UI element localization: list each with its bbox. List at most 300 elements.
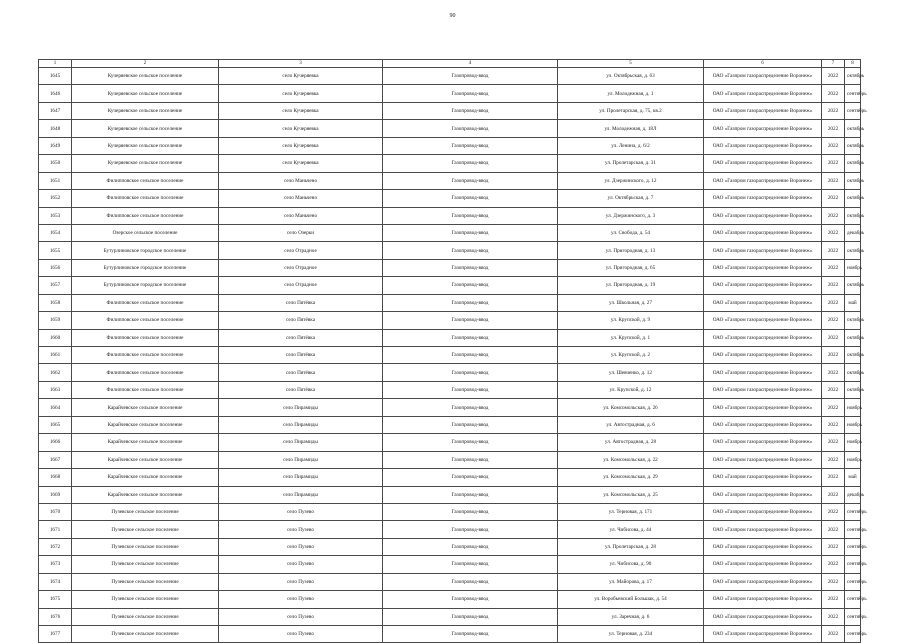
table-row [39,102,861,119]
cell-row-number: 1666 [39,434,72,451]
table-row [39,538,861,555]
cell-year: 2022 [822,347,845,364]
cell-locality: село Кучеряевка [219,85,383,102]
cell-month: октябрь [845,137,861,154]
cell-organization: ОАО «Газпром газораспределение Воронеж» [704,312,822,329]
cell-year: 2022 [822,259,845,276]
cell-settlement: Озерское сельское поселение [72,224,219,241]
cell-object-type: Газопровод-ввод [383,591,558,608]
cell-month: сентябрь [845,85,861,102]
cell-organization: ОАО «Газпром газораспределение Воронеж» [704,503,822,520]
header-cell: 1 [39,60,72,68]
cell-object-type: Газопровод-ввод [383,137,558,154]
cell-object-type: Газопровод-ввод [383,451,558,468]
header-cell: 7 [822,60,845,68]
cell-month: сентябрь [845,521,861,538]
cell-organization: ОАО «Газпром газораспределение Воронеж» [704,573,822,590]
cell-address: ул. Пригородная, д. 13 [558,242,704,259]
cell-object-type: Газопровод-ввод [383,224,558,241]
cell-object-type: Газопровод-ввод [383,120,558,137]
cell-locality: село Пирамиды [219,486,383,503]
cell-locality: село Маньчено [219,172,383,189]
cell-organization: ОАО «Газпром газораспределение Воронеж» [704,556,822,573]
cell-organization: ОАО «Газпром газораспределение Воронеж» [704,626,822,643]
cell-address: ул. Ленина, д. 6/2 [558,137,704,154]
cell-locality: село Пятёвка [219,347,383,364]
cell-organization: ОАО «Газпром газораспределение Воронеж» [704,486,822,503]
cell-organization: ОАО «Газпром газораспределение Воронеж» [704,68,822,85]
cell-year: 2022 [822,503,845,520]
cell-row-number: 1645 [39,68,72,85]
table-row [39,137,861,154]
cell-address: ул. Автострадная, д. 28 [558,434,704,451]
cell-object-type: Газопровод-ввод [383,556,558,573]
cell-year: 2022 [822,207,845,224]
table-row [39,573,861,590]
cell-organization: ОАО «Газпром газораспределение Воронеж» [704,347,822,364]
header-cell: 3 [219,60,383,68]
cell-year: 2022 [822,172,845,189]
cell-settlement: Пузевское сельское поселение [72,573,219,590]
table-row [39,416,861,433]
cell-locality: село Пятёвка [219,364,383,381]
table-row [39,294,861,311]
cell-row-number: 1664 [39,399,72,416]
cell-row-number: 1662 [39,364,72,381]
cell-address: ул. Молодежная, д. 1 [558,85,704,102]
cell-settlement: Кучеряевское сельское поселение [72,120,219,137]
cell-year: 2022 [822,416,845,433]
cell-year: 2022 [822,190,845,207]
cell-year: 2022 [822,155,845,172]
data-table [38,59,867,643]
cell-month: октябрь [845,312,861,329]
cell-locality: село Пузево [219,573,383,590]
cell-locality: село Пузево [219,626,383,643]
cell-organization: ОАО «Газпром газораспределение Воронеж» [704,469,822,486]
cell-object-type: Газопровод-ввод [383,294,558,311]
cell-year: 2022 [822,329,845,346]
cell-row-number: 1663 [39,381,72,398]
cell-object-type: Газопровод-ввод [383,85,558,102]
cell-month: октябрь [845,381,861,398]
cell-year: 2022 [822,277,845,294]
cell-organization: ОАО «Газпром газораспределение Воронеж» [704,538,822,555]
cell-organization: ОАО «Газпром газораспределение Воронеж» [704,364,822,381]
table-row [39,399,861,416]
cell-address: ул. Чибисова, д. 90 [558,556,704,573]
cell-settlement: Филипповское сельское поселение [72,190,219,207]
cell-object-type: Газопровод-ввод [383,102,558,119]
cell-year: 2022 [822,294,845,311]
cell-settlement: Бутурлиновское городское поселение [72,259,219,276]
cell-month: сентябрь [845,556,861,573]
header-row [39,60,861,68]
cell-object-type: Газопровод-ввод [383,312,558,329]
cell-month: октябрь [845,329,861,346]
cell-year: 2022 [822,469,845,486]
cell-locality: село Пузево [219,503,383,520]
cell-address: ул. Дзержинского, д. 12 [558,172,704,189]
table-row [39,172,861,189]
cell-year: 2022 [822,242,845,259]
header-cell: 5 [558,60,704,68]
cell-row-number: 1650 [39,155,72,172]
cell-settlement: Филипповское сельское поселение [72,207,219,224]
table-row [39,486,861,503]
header-cell: 2 [72,60,219,68]
table-row [39,242,861,259]
table-row [39,329,861,346]
cell-settlement: Карайчевское сельское поселение [72,434,219,451]
cell-year: 2022 [822,399,845,416]
cell-row-number: 1667 [39,451,72,468]
cell-locality: село Отрадное [219,242,383,259]
cell-organization: ОАО «Газпром газораспределение Воронеж» [704,224,822,241]
cell-object-type: Газопровод-ввод [383,172,558,189]
cell-row-number: 1649 [39,137,72,154]
cell-address: ул. Крупской, д. 9 [558,312,704,329]
cell-month: сентябрь [845,626,861,643]
cell-object-type: Газопровод-ввод [383,399,558,416]
cell-object-type: Газопровод-ввод [383,242,558,259]
cell-locality: село Кучеряевка [219,137,383,154]
cell-year: 2022 [822,68,845,85]
cell-organization: ОАО «Газпром газораспределение Воронеж» [704,120,822,137]
cell-year: 2022 [822,224,845,241]
cell-locality: село Пирамиды [219,469,383,486]
cell-locality: село Пузево [219,608,383,625]
cell-address: ул. Воробьевский Большак, д. 54 [558,591,704,608]
cell-month: октябрь [845,190,861,207]
cell-object-type: Газопровод-ввод [383,329,558,346]
cell-settlement: Пузевское сельское поселение [72,591,219,608]
table-row [39,347,861,364]
cell-organization: ОАО «Газпром газораспределение Воронеж» [704,155,822,172]
page-number: 90 [449,13,456,19]
cell-address: ул. Пролетарская, д. 28 [558,538,704,555]
cell-locality: село Кучеряевка [219,120,383,137]
table-row [39,469,861,486]
cell-address: ул. Дзержинского, д. 3 [558,207,704,224]
cell-row-number: 1665 [39,416,72,433]
cell-year: 2022 [822,486,845,503]
cell-object-type: Газопровод-ввод [383,486,558,503]
cell-object-type: Газопровод-ввод [383,68,558,85]
cell-address: ул. Терновая, д. 234 [558,626,704,643]
cell-locality: село Маньчено [219,207,383,224]
cell-settlement: Бутурлиновское городское поселение [72,242,219,259]
cell-locality: село Кучеряевка [219,68,383,85]
cell-settlement: Филипповское сельское поселение [72,364,219,381]
cell-organization: ОАО «Газпром газораспределение Воронеж» [704,451,822,468]
cell-settlement: Карайчевское сельское поселение [72,451,219,468]
cell-locality: село Пирамиды [219,451,383,468]
cell-year: 2022 [822,538,845,555]
header-cell: 8 [845,60,861,68]
cell-object-type: Газопровод-ввод [383,364,558,381]
cell-settlement: Кучеряевское сельское поселение [72,68,219,85]
cell-object-type: Газопровод-ввод [383,503,558,520]
cell-settlement: Кучеряевское сельское поселение [72,85,219,102]
cell-row-number: 1671 [39,521,72,538]
cell-year: 2022 [822,591,845,608]
cell-organization: ОАО «Газпром газораспределение Воронеж» [704,137,822,154]
cell-month: сентябрь [845,102,861,119]
cell-organization: ОАО «Газпром газораспределение Воронеж» [704,102,822,119]
cell-row-number: 1647 [39,102,72,119]
table-row [39,120,861,137]
cell-month: декабрь [845,486,861,503]
cell-object-type: Газопровод-ввод [383,573,558,590]
cell-organization: ОАО «Газпром газораспределение Воронеж» [704,608,822,625]
table-row [39,608,861,625]
cell-object-type: Газопровод-ввод [383,207,558,224]
cell-row-number: 1675 [39,591,72,608]
cell-month: ноябрь [845,451,861,468]
cell-address: ул. Октябрьская, д. 7 [558,190,704,207]
cell-locality: село Пятёвка [219,312,383,329]
cell-address: ул. Октябрьская, д. 63 [558,68,704,85]
cell-settlement: Кучеряевское сельское поселение [72,137,219,154]
cell-object-type: Газопровод-ввод [383,608,558,625]
cell-locality: село Озерки [219,224,383,241]
cell-settlement: Филипповское сельское поселение [72,381,219,398]
cell-organization: ОАО «Газпром газораспределение Воронеж» [704,172,822,189]
cell-organization: ОАО «Газпром газораспределение Воронеж» [704,399,822,416]
table-row [39,503,861,520]
cell-locality: село Пузево [219,591,383,608]
cell-row-number: 1646 [39,85,72,102]
cell-row-number: 1654 [39,224,72,241]
cell-address: ул. Майорова, д. 17 [558,573,704,590]
cell-address: ул. Комсомольская, д. 22 [558,451,704,468]
cell-address: ул. Заречная, д. 6 [558,608,704,625]
cell-address: ул. Пригородная, д. 65 [558,259,704,276]
cell-address: ул. Комсомольская, д. 29 [558,469,704,486]
cell-year: 2022 [822,451,845,468]
cell-month: октябрь [845,172,861,189]
cell-month: сентябрь [845,591,861,608]
table-row [39,381,861,398]
cell-object-type: Газопровод-ввод [383,521,558,538]
cell-organization: ОАО «Газпром газораспределение Воронеж» [704,329,822,346]
cell-year: 2022 [822,608,845,625]
cell-settlement: Пузевское сельское поселение [72,521,219,538]
cell-row-number: 1676 [39,608,72,625]
cell-year: 2022 [822,626,845,643]
cell-settlement: Пузевское сельское поселение [72,538,219,555]
cell-year: 2022 [822,102,845,119]
cell-month: май [845,294,861,311]
table-row [39,259,861,276]
table-row [39,224,861,241]
cell-month: октябрь [845,68,861,85]
cell-settlement: Карайчевское сельское поселение [72,486,219,503]
cell-settlement: Филипповское сельское поселение [72,329,219,346]
cell-organization: ОАО «Газпром газораспределение Воронеж» [704,434,822,451]
cell-row-number: 1674 [39,573,72,590]
cell-row-number: 1669 [39,486,72,503]
cell-locality: село Пузево [219,521,383,538]
cell-object-type: Газопровод-ввод [383,190,558,207]
cell-locality: село Отрадное [219,277,383,294]
cell-month: октябрь [845,242,861,259]
table-row [39,364,861,381]
cell-address: ул. Свобода, д. 54 [558,224,704,241]
cell-object-type: Газопровод-ввод [383,259,558,276]
cell-year: 2022 [822,120,845,137]
table-row [39,190,861,207]
cell-settlement: Бутурлиновское городское поселение [72,277,219,294]
cell-settlement: Пузевское сельское поселение [72,626,219,643]
cell-month: октябрь [845,277,861,294]
cell-row-number: 1652 [39,190,72,207]
cell-organization: ОАО «Газпром газораспределение Воронеж» [704,591,822,608]
cell-object-type: Газопровод-ввод [383,469,558,486]
cell-organization: ОАО «Газпром газораспределение Воронеж» [704,190,822,207]
cell-object-type: Газопровод-ввод [383,277,558,294]
cell-month: май [845,469,861,486]
cell-address: ул. Автострадная, д. 6 [558,416,704,433]
table-row [39,626,861,643]
cell-locality: село Кучеряевка [219,102,383,119]
cell-locality: село Пузево [219,556,383,573]
table-row [39,451,861,468]
cell-object-type: Газопровод-ввод [383,347,558,364]
cell-organization: ОАО «Газпром газораспределение Воронеж» [704,416,822,433]
header-cell: 4 [383,60,558,68]
cell-month: сентябрь [845,503,861,520]
cell-year: 2022 [822,381,845,398]
cell-address: ул. Пролетарская, д. 75, кв.2 [558,102,704,119]
cell-settlement: Карайчевское сельское поселение [72,469,219,486]
cell-address: ул. Пригородная, д. 19 [558,277,704,294]
cell-row-number: 1660 [39,329,72,346]
cell-address: ул. Комсомольская, д. 25 [558,486,704,503]
table-row [39,85,861,102]
cell-locality: село Пирамиды [219,416,383,433]
cell-row-number: 1653 [39,207,72,224]
table-row [39,312,861,329]
cell-month: сентябрь [845,573,861,590]
cell-object-type: Газопровод-ввод [383,626,558,643]
cell-organization: ОАО «Газпром газораспределение Воронеж» [704,85,822,102]
cell-settlement: Филипповское сельское поселение [72,294,219,311]
cell-year: 2022 [822,85,845,102]
cell-address: ул. Крупской, д. 2 [558,347,704,364]
cell-organization: ОАО «Газпром газораспределение Воронеж» [704,294,822,311]
cell-object-type: Газопровод-ввод [383,155,558,172]
cell-object-type: Газопровод-ввод [383,381,558,398]
cell-settlement: Филипповское сельское поселение [72,347,219,364]
cell-row-number: 1659 [39,312,72,329]
cell-settlement: Филипповское сельское поселение [72,312,219,329]
cell-settlement: Филипповское сельское поселение [72,172,219,189]
cell-month: октябрь [845,347,861,364]
cell-month: декабрь [845,224,861,241]
cell-locality: село Пятёвка [219,381,383,398]
cell-month: ноябрь [845,416,861,433]
cell-settlement: Кучеряевское сельское поселение [72,102,219,119]
table-row [39,155,861,172]
cell-organization: ОАО «Газпром газораспределение Воронеж» [704,277,822,294]
cell-row-number: 1651 [39,172,72,189]
cell-row-number: 1672 [39,538,72,555]
cell-organization: ОАО «Газпром газораспределение Воронеж» [704,242,822,259]
cell-object-type: Газопровод-ввод [383,434,558,451]
cell-locality: село Кучеряевка [219,155,383,172]
cell-object-type: Газопровод-ввод [383,538,558,555]
cell-organization: ОАО «Газпром газораспределение Воронеж» [704,207,822,224]
table-row [39,277,861,294]
cell-year: 2022 [822,364,845,381]
cell-settlement: Пузевское сельское поселение [72,556,219,573]
cell-month: ноябрь [845,259,861,276]
cell-month: ноябрь [845,434,861,451]
cell-month: сентябрь [845,538,861,555]
cell-settlement: Кучеряевское сельское поселение [72,155,219,172]
cell-year: 2022 [822,312,845,329]
cell-year: 2022 [822,434,845,451]
cell-locality: село Маньчено [219,190,383,207]
cell-address: ул. Чибисова, д. 44 [558,521,704,538]
cell-row-number: 1668 [39,469,72,486]
cell-locality: село Пузево [219,538,383,555]
table-row [39,556,861,573]
cell-address: ул. Крупской, д. 1 [558,329,704,346]
cell-locality: село Пирамиды [219,434,383,451]
cell-month: октябрь [845,155,861,172]
table-row [39,521,861,538]
cell-row-number: 1648 [39,120,72,137]
cell-organization: ОАО «Газпром газораспределение Воронеж» [704,521,822,538]
cell-year: 2022 [822,573,845,590]
cell-year: 2022 [822,556,845,573]
cell-year: 2022 [822,137,845,154]
cell-month: сентябрь [845,608,861,625]
cell-month: октябрь [845,120,861,137]
cell-row-number: 1673 [39,556,72,573]
table-row [39,68,861,85]
cell-address: ул. Терновая, д. 171 [558,503,704,520]
cell-address: ул. Комсомольская, д. 26 [558,399,704,416]
cell-locality: село Пятёвка [219,294,383,311]
header-cell: 6 [704,60,822,68]
cell-row-number: 1661 [39,347,72,364]
cell-year: 2022 [822,521,845,538]
cell-row-number: 1670 [39,503,72,520]
cell-address: ул. Пролетарская, д. 31 [558,155,704,172]
cell-address: ул. Шевченко, д. 12 [558,364,704,381]
cell-address: ул. Крупской, д. 12 [558,381,704,398]
cell-settlement: Пузевское сельское поселение [72,503,219,520]
cell-address: ул. Молодежная, д. 18Л [558,120,704,137]
table-row [39,207,861,224]
cell-row-number: 1655 [39,242,72,259]
cell-row-number: 1658 [39,294,72,311]
cell-organization: ОАО «Газпром газораспределение Воронеж» [704,381,822,398]
table-row [39,591,861,608]
cell-locality: село Отрадное [219,259,383,276]
cell-locality: село Пирамиды [219,399,383,416]
cell-row-number: 1677 [39,626,72,643]
table-row [39,434,861,451]
cell-organization: ОАО «Газпром газораспределение Воронеж» [704,259,822,276]
cell-month: октябрь [845,364,861,381]
cell-month: октябрь [845,207,861,224]
cell-object-type: Газопровод-ввод [383,416,558,433]
